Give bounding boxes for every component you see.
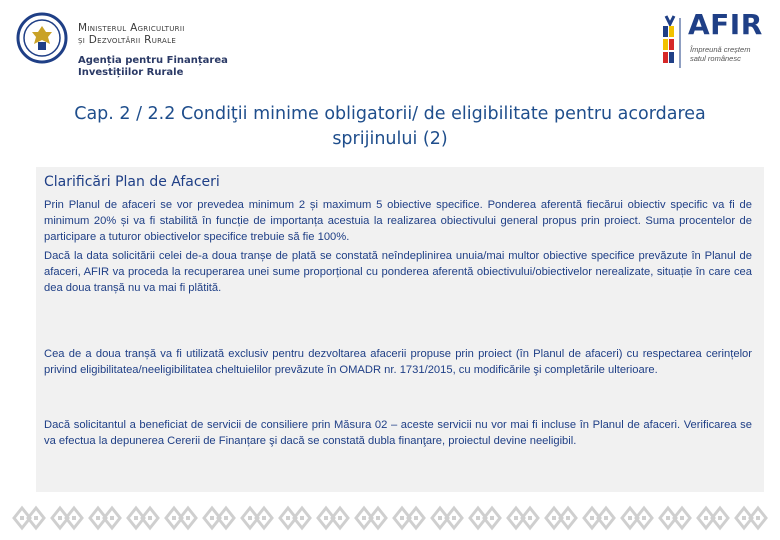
ministry-name-line2: și Dezvoltării Rurale [78,34,177,46]
afir-name: AFIR [688,8,763,41]
paragraph-consulting: Dacă solicitantul a beneficiat de servicii de consiliere prin Măsura 02 – aceste servicii nu vor mai fi incluse în Planul de afaceri. Verificarea se va efectua la depunerea Cererii de Finanțare şi dacă se constată dubla finanţare, proiectul devine neeligibil. [44,419,752,447]
content-panel [36,167,764,492]
paragraph-objectives: Prin Planul de afaceri se vor prevedea minimum 2 și maximum 5 obiective specifice. Ponderea aferentă fiecărui obiectiv specific va fi de minimum 20% și va fi stabilită în funcție de importanța acestuia la realizarea obiectivului general propus prin proiect. Suma procentelor de participare a tuturor obiectivelor specifice trebuie să fie 100%. [44,199,752,243]
ministry-seal-icon [16,12,68,64]
afir-tagline-line2: satul românesc [690,54,741,63]
slide-title-line2: sprijinului (2) [332,129,448,149]
panel-heading: Clarificări Plan de Afaceri [44,174,220,190]
slide-title [20,102,760,152]
afir-tagline-line1: Împreună creștem [690,45,751,54]
paragraph-recovery: Dacă la data solicitării celei de-a doua tranșe de plată se constată neîndeplinirea unuia/mai multor obiective specifice prevăzute în Planul de afaceri, AFIR va proceda la recuperarea unei sume proporțional cu ponderea aferentă obiectivului/obiectivelor nerealizate, situație în care cea dea doua tranșă nu va mai fi plătită. [44,250,752,294]
agency-name [78,55,228,79]
agency-name-line1: Agenția pentru Finanțarea [78,55,228,66]
ministry-block [78,22,228,79]
ministry-name-line1: Ministerul Agriculturii [78,22,185,34]
agency-name-line2: Investițiilor Rurale [78,67,184,78]
afir-tagline [690,45,750,63]
traditional-romanian-border-icon [10,498,770,538]
paragraph-second-tranche: Cea de a doua tranșă va fi utilizată exclusiv pentru dezvoltarea afacerii propuse prin proiect (în Planul de afaceri) cu respectarea cerințelor privind eligibilitatea/neeligibilitatea cheltuielilor prevăzute în OMADR nr. 1731/2015, cu modificările şi completările ulterioare. [44,348,752,376]
header [0,0,780,92]
slide-title-line1: Cap. 2 / 2.2 Condiţii minime obligatorii/ de eligibilitate pentru acordarea [74,104,706,124]
